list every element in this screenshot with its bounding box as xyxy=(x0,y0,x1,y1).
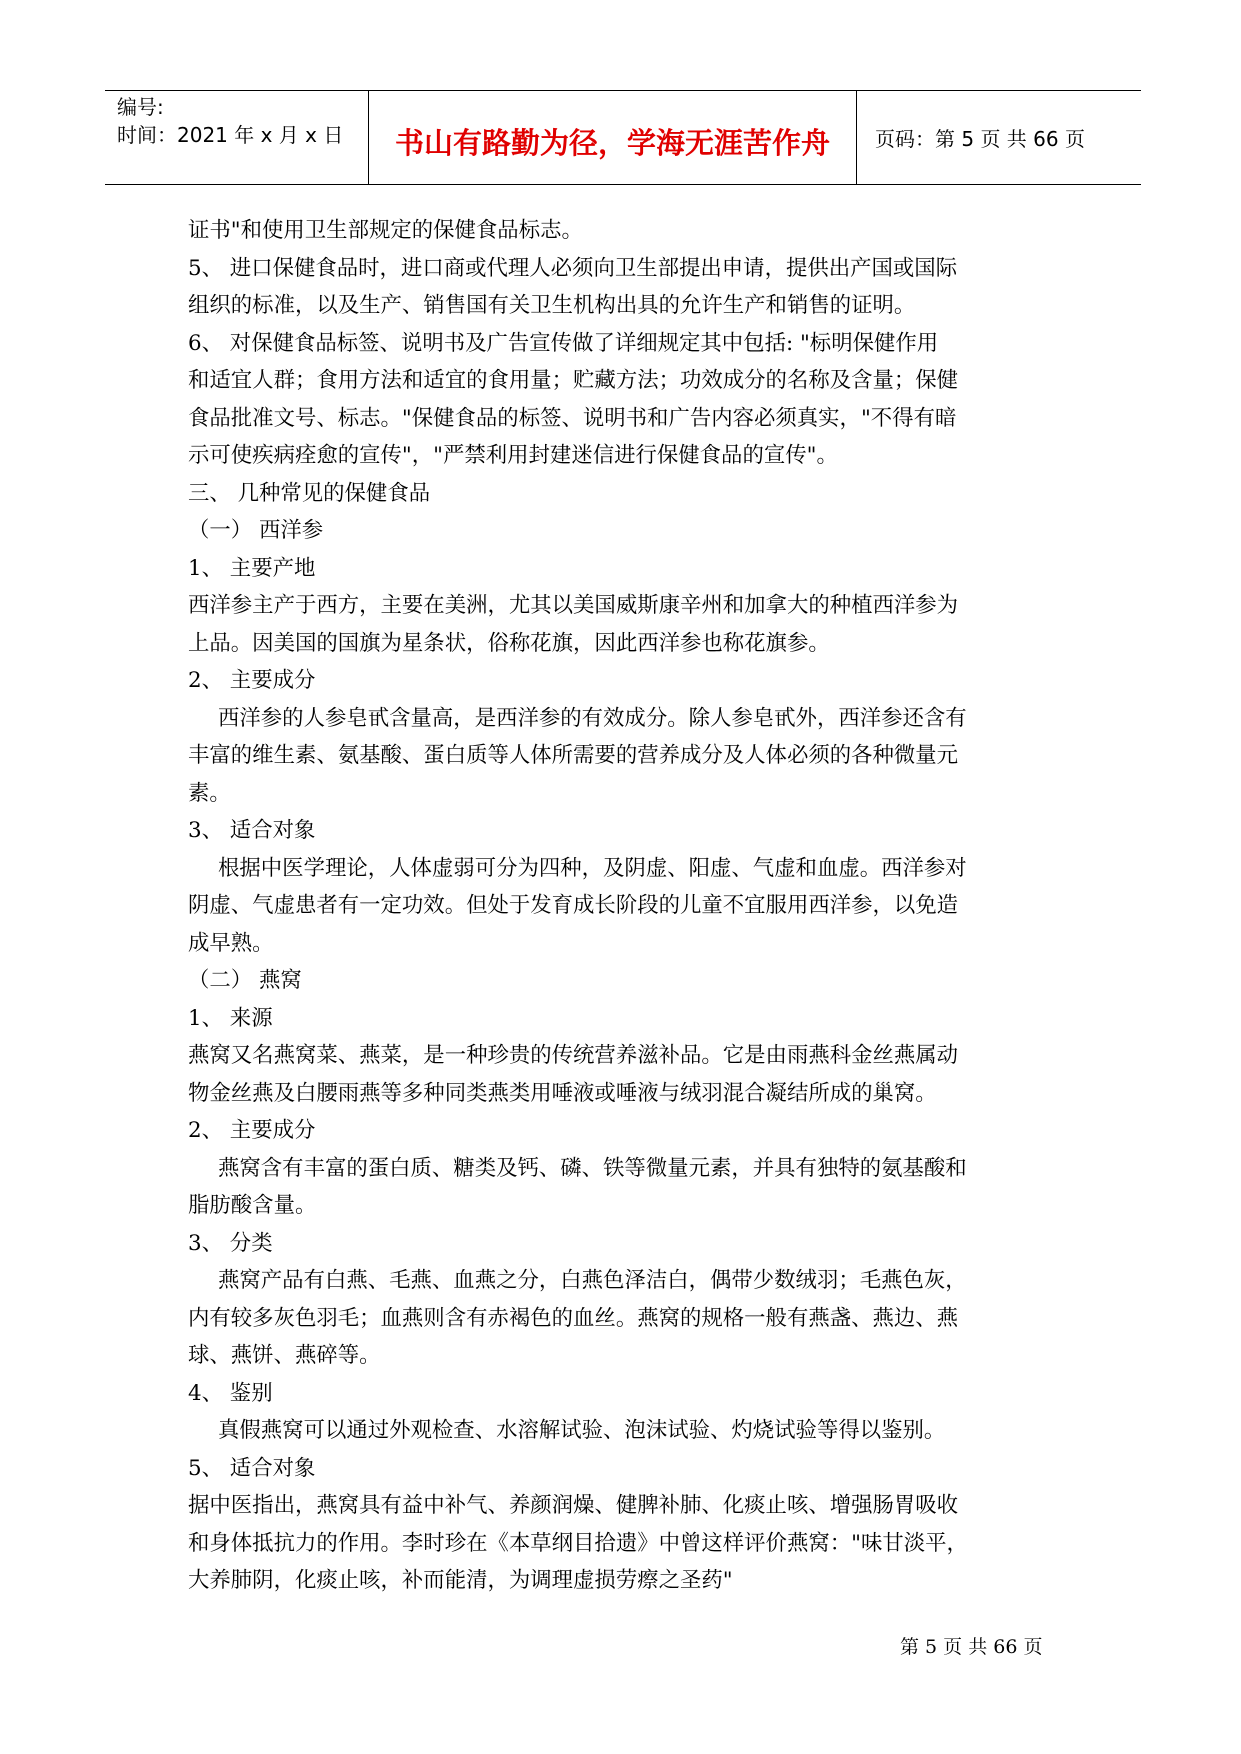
body-line: 示可使疾病痊愈的宣传"，"严禁利用封建迷信进行保健食品的宣传"。 xyxy=(188,443,838,468)
header-center-cell xyxy=(368,91,857,184)
item-heading: 5、 适合对象 xyxy=(188,1455,316,1481)
item-heading: 2、 主要成分 xyxy=(188,1118,316,1143)
body-line: 证书"和使用卫生部规定的保健食品标志。 xyxy=(188,218,583,243)
body-line: 和身体抵抗力的作用。李时珍在《本草纲目拾遗》中曾这样评价燕窝："味甘淡平， xyxy=(188,1530,968,1556)
section-heading: 三、 几种常见的保健食品 xyxy=(188,480,431,506)
document-body xyxy=(188,212,1118,1600)
body-line: 食品批准文号、标志。"保健食品的标签、说明书和广告内容必须真实，"不得有暗 xyxy=(188,405,957,431)
body-line: 成早熟。 xyxy=(188,930,274,956)
body-line: 大养肺阴，化痰止咳，补而能清，为调理虚损劳瘵之圣药" xyxy=(188,1568,733,1593)
header-page-info: 页码：第 5 页 共 66 页 xyxy=(875,127,1085,151)
header-right-cell xyxy=(857,91,1141,184)
body-line: 内有较多灰色羽毛；血燕则含有赤褐色的血丝。燕窝的规格一般有燕盏、燕边、燕 xyxy=(188,1305,959,1331)
body-line: 5、 进口保健食品时，进口商或代理人必须向卫生部提出申请，提供出产国或国际 xyxy=(188,255,958,281)
body-line: 真假燕窝可以通过外观检查、水溶解试验、泡沫试验、灼烧试验等得以鉴别。 xyxy=(218,1418,946,1443)
body-line: 球、燕饼、燕碎等。 xyxy=(188,1343,381,1368)
subsection-heading: （一） 西洋参 xyxy=(188,518,324,543)
body-line: 燕窝含有丰富的蛋白质、糖类及钙、磷、铁等微量元素，并具有独特的氨基酸和 xyxy=(218,1155,967,1181)
item-heading: 2、 主要成分 xyxy=(188,668,316,693)
subsection-heading: （二） 燕窝 xyxy=(188,968,302,993)
body-line: 和适宜人群；食用方法和适宜的食用量；贮藏方法；功效成分的名称及含量；保健 xyxy=(188,368,959,393)
page-footer: 第 5 页 共 66 页 xyxy=(900,1636,1043,1658)
body-line: 根据中医学理论，人体虚弱可分为四种，及阴虚、阳虚、气虚和血虚。西洋参对 xyxy=(218,855,967,881)
body-line: 脂肪酸含量。 xyxy=(188,1193,317,1218)
header-motto: 书山有路勤为径，学海无涯苦作舟 xyxy=(394,126,830,160)
item-heading: 3、 分类 xyxy=(188,1230,273,1256)
body-line: 西洋参主产于西方，主要在美洲，尤其以美国威斯康辛州和加拿大的种植西洋参为 xyxy=(188,593,959,618)
body-line: 物金丝燕及白腰雨燕等多种同类燕类用唾液或唾液与绒羽混合凝结所成的巢窝。 xyxy=(188,1080,937,1106)
item-heading: 4、 鉴别 xyxy=(188,1380,273,1406)
body-line: 丰富的维生素、氨基酸、蛋白质等人体所需要的营养成分及人体必须的各种微量元 xyxy=(188,743,959,768)
body-line: 据中医指出，燕窝具有益中补气、养颜润燥、健脾补肺、化痰止咳、增强肠胃吸收 xyxy=(188,1493,959,1518)
item-heading: 3、 适合对象 xyxy=(188,818,316,843)
body-line: 组织的标准，以及生产、销售国有关卫生机构出具的允许生产和销售的证明。 xyxy=(188,293,916,318)
body-line: 燕窝又名燕窝菜、燕菜，是一种珍贵的传统营养滋补品。它是由雨燕科金丝燕属动 xyxy=(188,1043,959,1068)
item-heading: 1、 来源 xyxy=(188,1005,273,1031)
body-line: 素。 xyxy=(188,780,231,806)
item-heading: 1、 主要产地 xyxy=(188,555,316,581)
body-line: 6、 对保健食品标签、说明书及广告宣传做了详细规定其中包括: "标明保健作用 xyxy=(188,330,939,356)
body-line: 燕窝产品有白燕、毛燕、血燕之分，白燕色泽洁白，偶带少数绒羽；毛燕色灰， xyxy=(218,1268,967,1293)
body-line: 上品。因美国的国旗为星条状，俗称花旗，因此西洋参也称花旗参。 xyxy=(188,630,830,656)
body-line: 西洋参的人参皂甙含量高，是西洋参的有效成分。除人参皂甙外，西洋参还含有 xyxy=(218,705,967,731)
header-left-cell xyxy=(105,91,368,184)
body-line: 阴虚、气虚患者有一定功效。但处于发育成长阶段的儿童不宜服用西洋参，以免造 xyxy=(188,893,959,918)
document-time-label: 时间：2021 年 x 月 x 日 xyxy=(117,123,344,147)
page-header xyxy=(105,90,1141,185)
document-number-label: 编号: xyxy=(117,95,164,119)
